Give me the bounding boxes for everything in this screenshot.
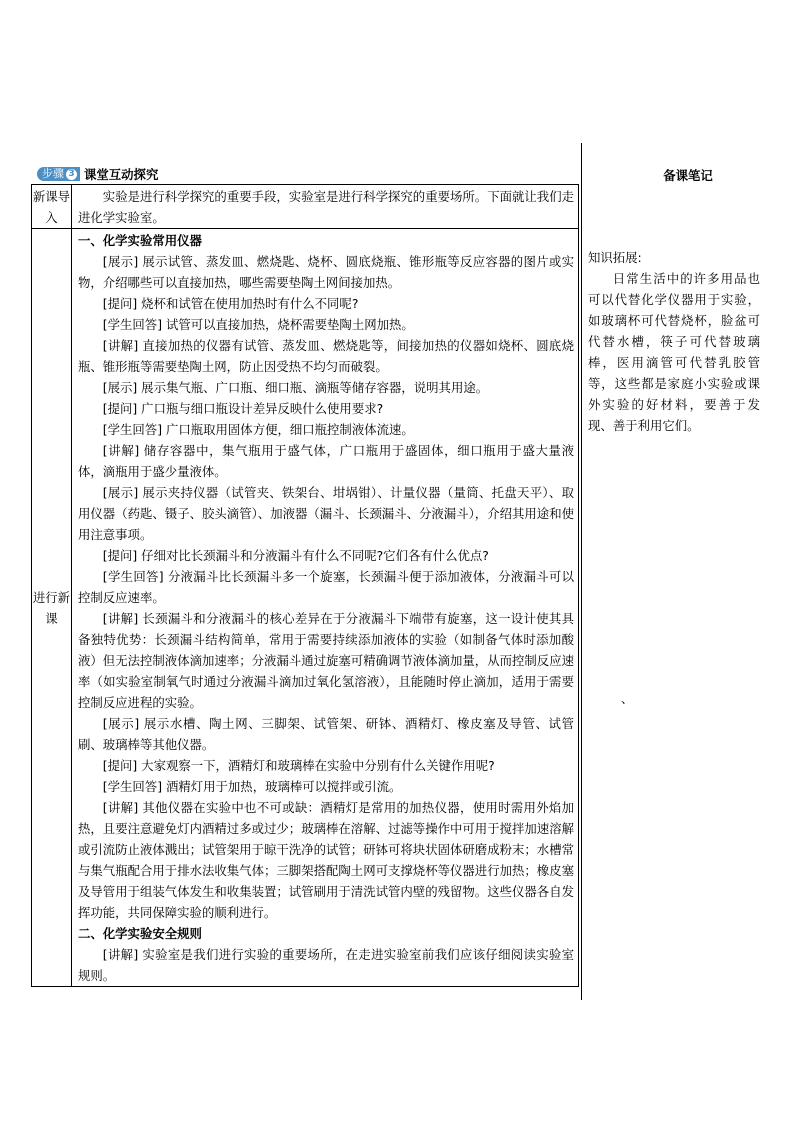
paragraph: [讲解] 实验室是我们进行实验的重要场所，在走进实验室前我们应该仔细阅读实验室规则。	[78, 947, 574, 983]
notes-sidebar	[588, 247, 760, 436]
sidebar-title: 知识拓展:	[588, 250, 642, 265]
paragraph: [讲解] 直接加热的仪器有试管、蒸发皿、燃烧匙等，间接加热的仪器如烧杯、圆底烧瓶、锥形瓶等需要垫陶土网，防止因受热不均匀而破裂。	[78, 338, 574, 374]
paragraph: [学生回答] 酒精灯用于加热，玻璃棒可以搅拌或引流。	[102, 779, 402, 794]
paragraph: [提问] 大家观察一下，酒精灯和玻璃棒在实验中分别有什么关键作用呢?	[102, 758, 495, 773]
paragraph: [讲解] 储存容器中，集气瓶用于盛气体，广口瓶用于盛固体，细口瓶用于盛大量液体，滴瓶用于盛少量液体。	[78, 443, 574, 479]
lesson-table	[31, 184, 579, 987]
table-row-intro	[32, 185, 579, 229]
paragraph: [讲解] 长颈漏斗和分液漏斗的核心差异在于分液漏斗下端带有旋塞，这一设计使其具备独特优势：长颈漏斗结构简单，常用于需要持续添加液体的实验（如制备气体时添加酸液）但无法控制液体滴加速率；分液漏斗通过旋塞可精确调节液体滴加量，从而控制反应速率（如实验室制氧气时通过分液漏斗滴加过氧化氢溶液），且能随时停止滴加，适用于需要控制反应进程的实验。	[78, 611, 574, 710]
step-number: 3	[66, 169, 77, 180]
paragraph: [提问] 广口瓶与细口瓶设计差异反映什么使用要求?	[102, 401, 384, 416]
row-label-intro: 新课导入	[32, 185, 72, 229]
table-row-new-lesson	[32, 229, 579, 987]
step-badge-label: 步骤	[42, 167, 64, 180]
step-header	[37, 166, 158, 182]
paragraph: [展示] 展示试管、蒸发皿、燃烧匙、烧杯、圆底烧瓶、锥形瓶等反应容器的图片或实物，介绍哪些可以直接加热，哪些需要垫陶土网间接加热。	[78, 254, 574, 290]
paragraph: [展示] 展示集气瓶、广口瓶、细口瓶、滴瓶等储存容器，说明其用途。	[102, 380, 489, 395]
row-content-intro	[72, 185, 579, 229]
paragraph: [展示] 展示水槽、陶土网、三脚架、试管架、研钵、酒精灯、橡皮塞及导管、试管刷、玻璃棒等其他仪器。	[78, 716, 574, 752]
sidebar-body: 日常生活中的许多用品也可以代替化学仪器用于实验，如玻璃杯可代替烧杯，脸盆可代替水槽，筷子可代替玻璃棒，医用滴管可代替乳胶管等，这些都是家庭小实验或课外实验的好材料，要善于发现、善于利用它们。	[588, 271, 760, 433]
paragraph: [学生回答] 试管可以直接加热，烧杯需要垫陶土网加热。	[102, 317, 414, 332]
section-heading: 二、化学实验安全规则	[78, 926, 202, 941]
step-title: 课堂互动探究	[84, 167, 159, 182]
column-divider	[581, 143, 582, 1000]
step-badge	[37, 167, 80, 181]
paragraph: [提问] 仔细对比长颈漏斗和分液漏斗有什么不同呢?它们各有什么优点?	[102, 548, 489, 563]
row-content-new-lesson	[72, 229, 579, 987]
intro-text: 实验是进行科学探究的重要手段，实验室是进行科学探究的重要场所。下面就让我们走进化学实验室。	[78, 189, 574, 225]
stray-mark: 、	[621, 692, 634, 706]
paragraph: [讲解] 其他仪器在实验中也不可或缺：酒精灯是常用的加热仪器，使用时需用外焰加热，且要注意避免灯内酒精过多或过少；玻璃棒在溶解、过滤等操作中可用于搅拌加速溶解或引流防止液体溅出；试管架用于晾干洗净的试管；研钵可将块状固体研磨成粉末；水槽常与集气瓶配合用于排水法收集气体；三脚架搭配陶土网可支撑烧杯等仪器进行加热；橡皮塞及导管用于组装气体发生和收集装置；试管刷用于清洗试管内壁的残留物。这些仪器各自发挥功能，共同保障实验的顺利进行。	[78, 800, 574, 920]
paragraph: [提问] 烧杯和试管在使用加热时有什么不同呢?	[102, 296, 359, 311]
row-label-new-lesson: 进行新课	[32, 229, 72, 987]
paragraph: [学生回答] 广口瓶取用固体方便，细口瓶控制液体流速。	[102, 422, 414, 437]
notes-title: 备课笔记	[663, 168, 713, 183]
paragraph: [学生回答] 分液漏斗比长颈漏斗多一个旋塞，长颈漏斗便于添加液体，分液漏斗可以控制反应速率。	[78, 569, 574, 605]
paragraph: [展示] 展示夹持仪器（试管夹、铁架台、坩埚钳）、计量仪器（量筒、托盘天平）、取用仪器（药匙、镊子、胶头滴管）、加液器（漏斗、长颈漏斗、分液漏斗），介绍其用途和使用注意事项。	[78, 485, 574, 542]
section-heading: 一、化学实验常用仪器	[78, 233, 202, 248]
